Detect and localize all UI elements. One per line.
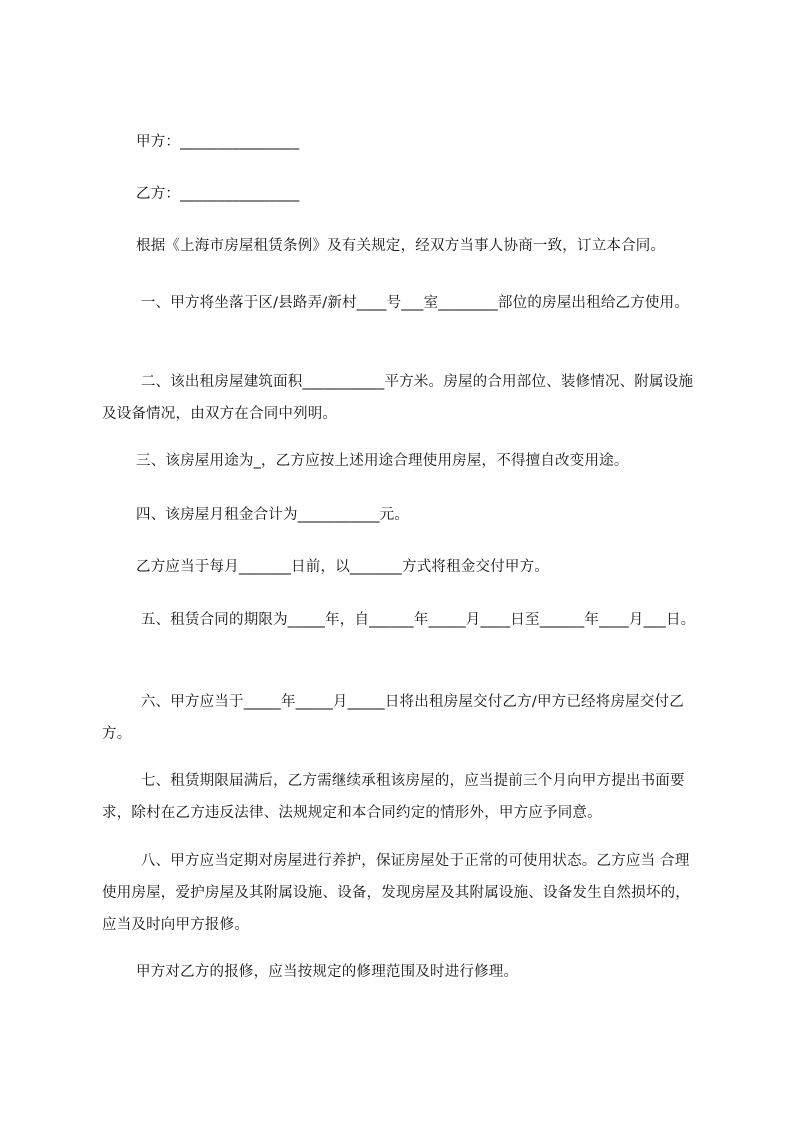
clause-2: 二、该出租房屋建筑面积___________平方米。房屋的合用部位、装修情况、附属设施及设备情况，由双方在合同中列明。 <box>102 374 694 422</box>
party-b-line: 乙方：________________ <box>136 186 300 202</box>
clause-3: 三、该房屋用途为_，乙方应按上述用途合理使用房屋，不得擅自改变用途。 <box>136 453 629 469</box>
clause-8: 八、甲方应当定期对房屋进行养护，保证房屋处于正常的可使用状态。乙方应当 合理使用房屋，爱护房屋及其附属设施、设备，发现房屋及其附属设施、设备发生自然损坏的，应当及时向甲方报修。 <box>102 853 690 933</box>
intro-paragraph: 根据《上海市房屋租赁条例》及有关规定，经双方当事人协商一致，订立本合同。 <box>136 238 666 254</box>
repair-note-paragraph: 甲方对乙方的报修，应当按规定的修理范围及时进行修理。 <box>136 964 519 980</box>
rent-payment-paragraph: 乙方应当于每月_______日前，以_______方式将租金交付甲方。 <box>136 559 549 575</box>
clause-4: 四、该房屋月租金合计为___________元。 <box>136 507 410 523</box>
clause-6: 六、甲方应当于_____年_____月_____日将出租房屋交付乙方/甲方已经将房屋交付乙方。 <box>102 694 684 742</box>
clause-1: 一、甲方将坐落于区/县路弄/新村____号___室________部位的房屋出租给乙方使用。 <box>136 295 690 311</box>
party-a-line: 甲方：________________ <box>136 134 300 150</box>
clause-5: 五、租赁合同的期限为_____年，自______年_____月____日至______年____月___日。 <box>136 612 696 628</box>
clause-7: 七、租赁期限届满后，乙方需继续承租该房屋的，应当提前三个月向甲方提出书面要求，除村在乙方违反法律、法规规定和本合同约定的情形外，甲方应予同意。 <box>102 773 685 821</box>
